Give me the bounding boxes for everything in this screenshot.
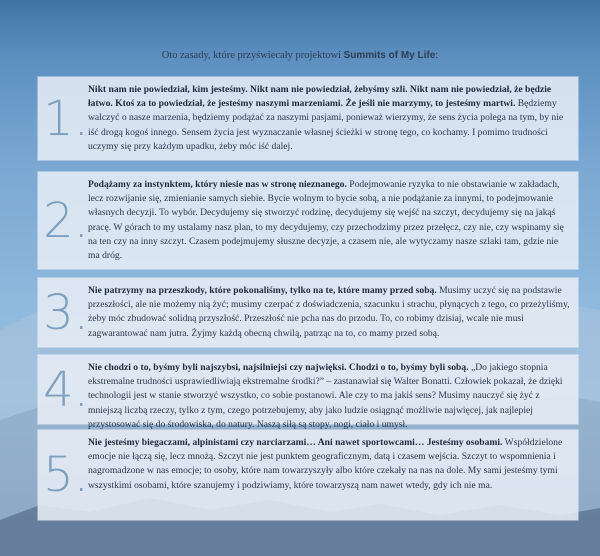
principle-panel-4 xyxy=(38,355,578,430)
principle-number: 3. xyxy=(43,284,89,341)
principle-text xyxy=(88,436,570,493)
principle-heading: Nie jesteśmy biegaczami, alpinistami czy narciarzami… Ani nawet sportowcami… Jesteśmy osobami. xyxy=(88,437,503,448)
principle-body: Musimy uczyć się na podstawie przeszłości, ale nie możemy nią żyć; musimy czerpać z doświadczenia, szacunku i strachu, płynących z tego, co przeżyliśmy, żeby móc zbudować solidną przyszłość. Przeszłość nie pcha nas do przodu. To, co robimy dzisiaj, wcale nie musi zagwarantować nam jutra. Żyjmy każdą obecną chwilą, patrząc na to, co mamy przed sobą. xyxy=(88,285,570,339)
principle-heading: Podążamy za instynktem, który niesie nas w stronę nieznanego. xyxy=(88,179,347,190)
principle-body: Współdzielone emocje nie łączą się, lecz mnożą. Szczyt nie jest punktem geograficznym, datą i czasem wejścia. Szczyt to wspomnienia i nagromadzone w nas emocje; to osoby, które nam towarzyszyły albo które czekały na nas na dole. My sami jesteśmy tymi wszystkimi osobami, które szanujemy i podziwiamy, które towarzyszą nam nawet wtedy, gdy ich nie ma. xyxy=(88,437,563,491)
principle-heading: Nikt nam nie powiedział, kim jesteśmy. Nikt nam nie powiedział, żebyśmy szli. Nikt nam nie powiedział, że będzie łatwo. Ktoś za to powiedział, że jesteśmy naszymi marzeniami. Że jeśli nie marzymy, to jesteśmy martwi. xyxy=(88,84,552,110)
principle-heading: Nie patrzymy na przeszkody, które pokonaliśmy, tylko na te, które mamy przed sobą. xyxy=(88,285,437,296)
principle-text xyxy=(88,83,570,154)
principle-text xyxy=(88,361,570,432)
principle-text xyxy=(88,178,570,263)
principle-number: 1. xyxy=(43,90,89,147)
intro-suffix: : xyxy=(435,50,439,61)
intro-line xyxy=(0,50,600,61)
principle-body: Podejmowanie ryzyka to nie obstawianie w zakładach, lecz rozwijanie się, zmienianie samych siebie. Bycie wolnym to bycie sobą, a nie podążanie za innymi, to podejmowanie własnych decyzji. To wybór. Decydujemy się stworzyć rodzinę, decydujemy się wejść na szczyt, decydujemy się na jakąś pracę. W górach to my ustalamy nasz plan, to my decydujemy, czy przechodzimy przez przełęcz, czy nie, czy wspinamy się na ten czy na inny szczyt. Czasem podejmujemy słuszne decyzje, a czasem nie, ale wytyczamy nasze szlaki tam, gdzie nie ma dróg. xyxy=(88,179,564,262)
principle-heading: Nie chodzi o to, byśmy byli najszybsi, najsilniejsi czy najwięksi. Chodzi o to, byśmy byli sobą. xyxy=(88,362,469,373)
principle-number: 4. xyxy=(43,361,89,418)
intro-prefix: Oto zasady, które przyświecały projektowi xyxy=(161,50,344,61)
project-name: Summits of My Life xyxy=(343,50,436,61)
principle-panel-1 xyxy=(38,77,578,160)
principle-panel-5 xyxy=(38,430,578,520)
principle-panel-3 xyxy=(38,278,578,347)
principle-text xyxy=(88,284,570,341)
principle-panel-2 xyxy=(38,172,578,269)
principle-body: „Do jakiego stopnia ekstremalne trudności usprawiedliwiają ekstremalne środki?” – zastanawiał się Walter Bonatti. Człowiek pokazał, że dzięki technologii jest w stanie stworzyć wszystko, co sobie postanowi. Ale czy to ma jakiś sens? Musimy nauczyć się żyć z mniejszą liczbą rzeczy, tylko z tym, czego potrzebujemy, aby jako ludzie osiągnąć możliwie najwięcej, jak najlepiej przystosować się do środowiska, do natury. Naszą siłą są stopy, nogi, ciało i umysł. xyxy=(88,362,563,430)
principle-number: 2. xyxy=(43,192,89,249)
principle-number: 5. xyxy=(43,447,89,503)
principle-body: Będziemy walczyć o nasze marzenia, będziemy podążać za naszymi pasjami, ponieważ wierzymy, że sens życia polega na tym, by nie iść drogą kogoś innego. Sensem życia jest wyznaczanie własnej ścieżki w stronę tego, co kochamy. I pomimo trudności uczymy się przy każdym upadku, żeby móc iść dalej. xyxy=(88,98,564,152)
